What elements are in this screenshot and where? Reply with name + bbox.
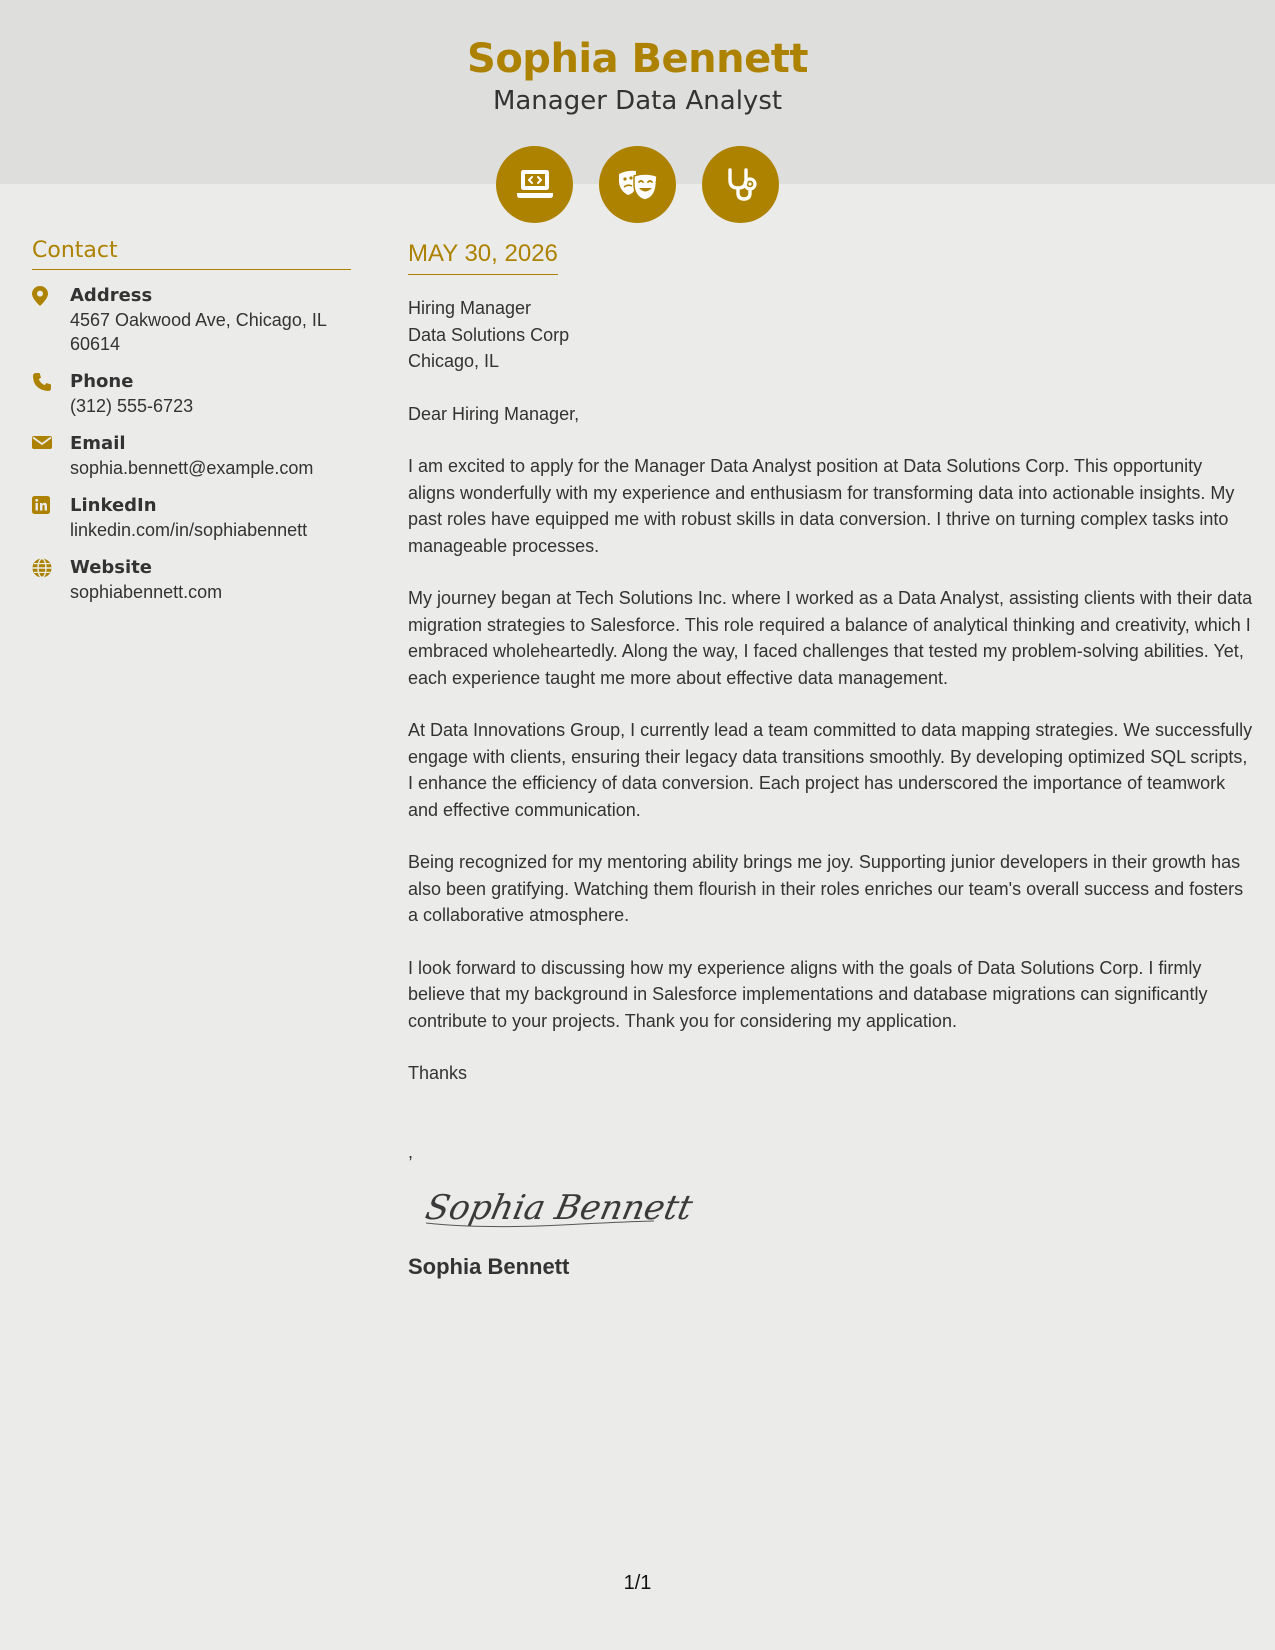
recipient-block <box>408 295 1253 375</box>
contact-list <box>32 284 351 604</box>
handwritten-signature <box>422 1181 1253 1240</box>
contact-heading: Contact <box>32 238 351 270</box>
envelope-icon <box>32 432 70 480</box>
interest-icons <box>496 146 779 223</box>
recipient-location: Chicago, IL <box>408 351 500 371</box>
address-value: 4567 Oakwood Ave, Chicago, IL 60614 <box>70 310 327 354</box>
stethoscope-icon <box>702 146 779 223</box>
applicant-name: Sophia Bennett <box>467 36 808 82</box>
contact-label: Website <box>70 557 153 578</box>
letter-paragraph: I am excited to apply for the Manager Data Analyst position at Data Solutions Corp. This opportunity aligns wonderfully with my experience and enthusiasm for transforming data into actionable insights. My past roles have equipped me with robust skills in data conversion. I thrive on turning complex tasks into manageable processes. <box>408 456 1235 556</box>
letter-paragraph: At Data Innovations Group, I currently lead a team committed to data mapping strategies. We successfully engage with clients, ensuring their legacy data transitions smoothly. By developing optimized SQL scripts, I enhance the efficiency of data conversion. Each project has underscored the importance of teamwork and effective communication. <box>408 720 1253 820</box>
linkedin-icon <box>32 494 70 542</box>
contact-item-address <box>32 284 351 356</box>
page-number: 1/1 <box>623 1572 652 1594</box>
globe-icon <box>32 556 70 604</box>
contact-label: Phone <box>70 371 134 392</box>
contact-item-phone <box>32 370 351 418</box>
linkedin-value: linkedin.com/in/sophiabennett <box>70 520 308 540</box>
contact-label: Email <box>70 433 126 454</box>
letter-paragraph: I look forward to discussing how my experience aligns with the goals of Data Solutions Corp. I firmly believe that my background in Salesforce implementations and database migrations can significantly contribute to your projects. Thank you for considering my application. <box>408 957 1208 1031</box>
closing-comma: , <box>408 1141 414 1162</box>
letter-paragraph: My journey began at Tech Solutions Inc. where I worked as a Data Analyst, assisting clients with their data migration strategies to Salesforce. This role required a balance of analytical thinking and creativity, which I embraced wholeheartedly. Along the way, I faced challenges that tested my problem-solving abilities. Yet, each experience taught me more about effective data management. <box>408 588 1253 688</box>
letter-date: MAY 30, 2026 <box>408 240 558 275</box>
svg-text:Sophia Bennett: Sophia Bennett <box>422 1188 697 1228</box>
phone-value: (312) 555-6723 <box>70 396 194 416</box>
email-value: sophia.bennett@example.com <box>70 458 314 478</box>
laptop-code-icon <box>496 146 573 223</box>
theater-masks-icon <box>599 146 676 223</box>
letter-paragraph: Being recognized for my mentoring ability brings me joy. Supporting junior developers in their growth has also been gratifying. Watching them flourish in their roles enriches our team's overall success and fosters a collaborative atmosphere. <box>408 852 1244 925</box>
contact-item-linkedin <box>32 494 351 542</box>
contact-label: Address <box>70 285 153 306</box>
contact-item-email <box>32 432 351 480</box>
contact-label: LinkedIn <box>70 495 157 516</box>
contact-sidebar <box>32 238 351 618</box>
applicant-title: Manager Data Analyst <box>492 86 783 116</box>
phone-icon <box>32 370 70 418</box>
signed-name: Sophia Bennett <box>408 1254 570 1279</box>
contact-item-website <box>32 556 351 604</box>
closing: Thanks <box>408 1063 468 1083</box>
letter-body <box>408 240 1253 1280</box>
website-value: sophiabennett.com <box>70 582 223 602</box>
map-marker-icon <box>32 284 70 356</box>
salutation: Dear Hiring Manager, <box>408 403 580 424</box>
recipient-line: Hiring Manager <box>408 298 532 318</box>
recipient-company: Data Solutions Corp <box>408 324 570 345</box>
